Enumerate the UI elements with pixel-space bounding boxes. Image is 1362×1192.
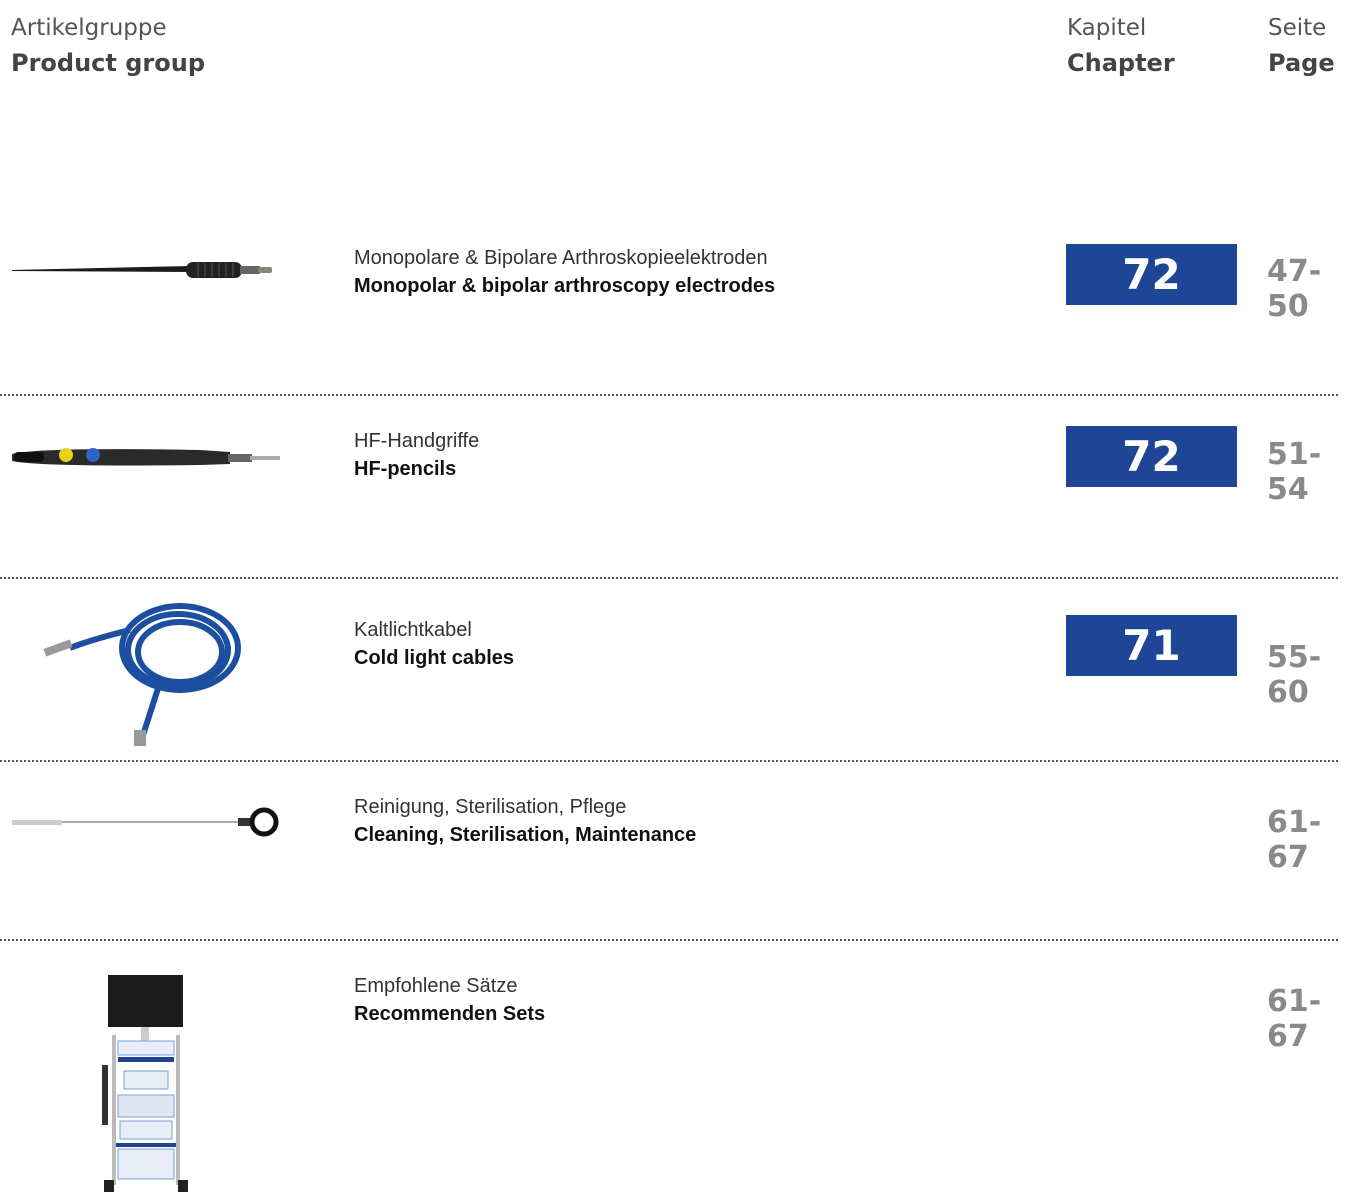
row-divider xyxy=(0,760,1338,762)
row-title-de: HF-Handgriffe xyxy=(354,430,480,452)
row-title-en: Monopolar & bipolar arthroscopy electrodes xyxy=(354,275,776,297)
chapter-badge: 72 xyxy=(1066,426,1237,487)
row-title-de: Reinigung, Sterilisation, Pflege xyxy=(354,796,627,818)
header-product-group xyxy=(11,10,205,80)
product-row-recommended-sets[interactable] xyxy=(0,970,1362,1192)
endoscopy-tower-icon xyxy=(78,975,208,1192)
product-row-cold-light-cables[interactable] xyxy=(0,590,1362,750)
electrode-icon xyxy=(0,254,290,284)
header-group-de: Artikelgruppe xyxy=(11,15,167,41)
row-title-en: Cleaning, Sterilisation, Maintenance xyxy=(354,824,697,846)
product-row-hf-pencils[interactable] xyxy=(0,425,1362,505)
row-divider xyxy=(0,939,1338,941)
hf-pencil-icon xyxy=(0,439,290,479)
product-row-cleaning[interactable] xyxy=(0,790,1362,875)
header-page-de: Seite xyxy=(1268,15,1327,41)
row-divider xyxy=(0,394,1338,396)
header-chapter xyxy=(1067,10,1175,80)
row-title-en: HF-pencils xyxy=(354,458,457,480)
row-title-en: Cold light cables xyxy=(354,647,515,669)
chapter-badge: 71 xyxy=(1066,615,1237,676)
row-title-de: Kaltlichtkabel xyxy=(354,619,472,641)
header-group-en: Product group xyxy=(11,49,206,77)
cold-light-cable-icon xyxy=(30,590,250,750)
page-range: 47-50 xyxy=(1267,254,1322,324)
header-page xyxy=(1268,10,1335,80)
cleaning-brush-icon xyxy=(0,800,290,840)
row-title-en: Recommenden Sets xyxy=(354,1003,546,1025)
page-range: 55-60 xyxy=(1267,640,1322,710)
row-title-de: Monopolare & Bipolare Arthroskopieelektroden xyxy=(354,247,768,269)
page-range: 61-67 xyxy=(1267,984,1322,1054)
header-chapter-en: Chapter xyxy=(1067,49,1175,77)
header-chapter-de: Kapitel xyxy=(1067,15,1147,41)
header-page-en: Page xyxy=(1268,49,1335,77)
row-divider xyxy=(0,577,1338,579)
product-row-electrodes[interactable] xyxy=(0,240,1362,324)
row-title-de: Empfohlene Sätze xyxy=(354,975,518,997)
chapter-badge: 72 xyxy=(1066,244,1237,305)
page-range: 51-54 xyxy=(1267,437,1322,507)
page-range: 61-67 xyxy=(1267,805,1322,875)
